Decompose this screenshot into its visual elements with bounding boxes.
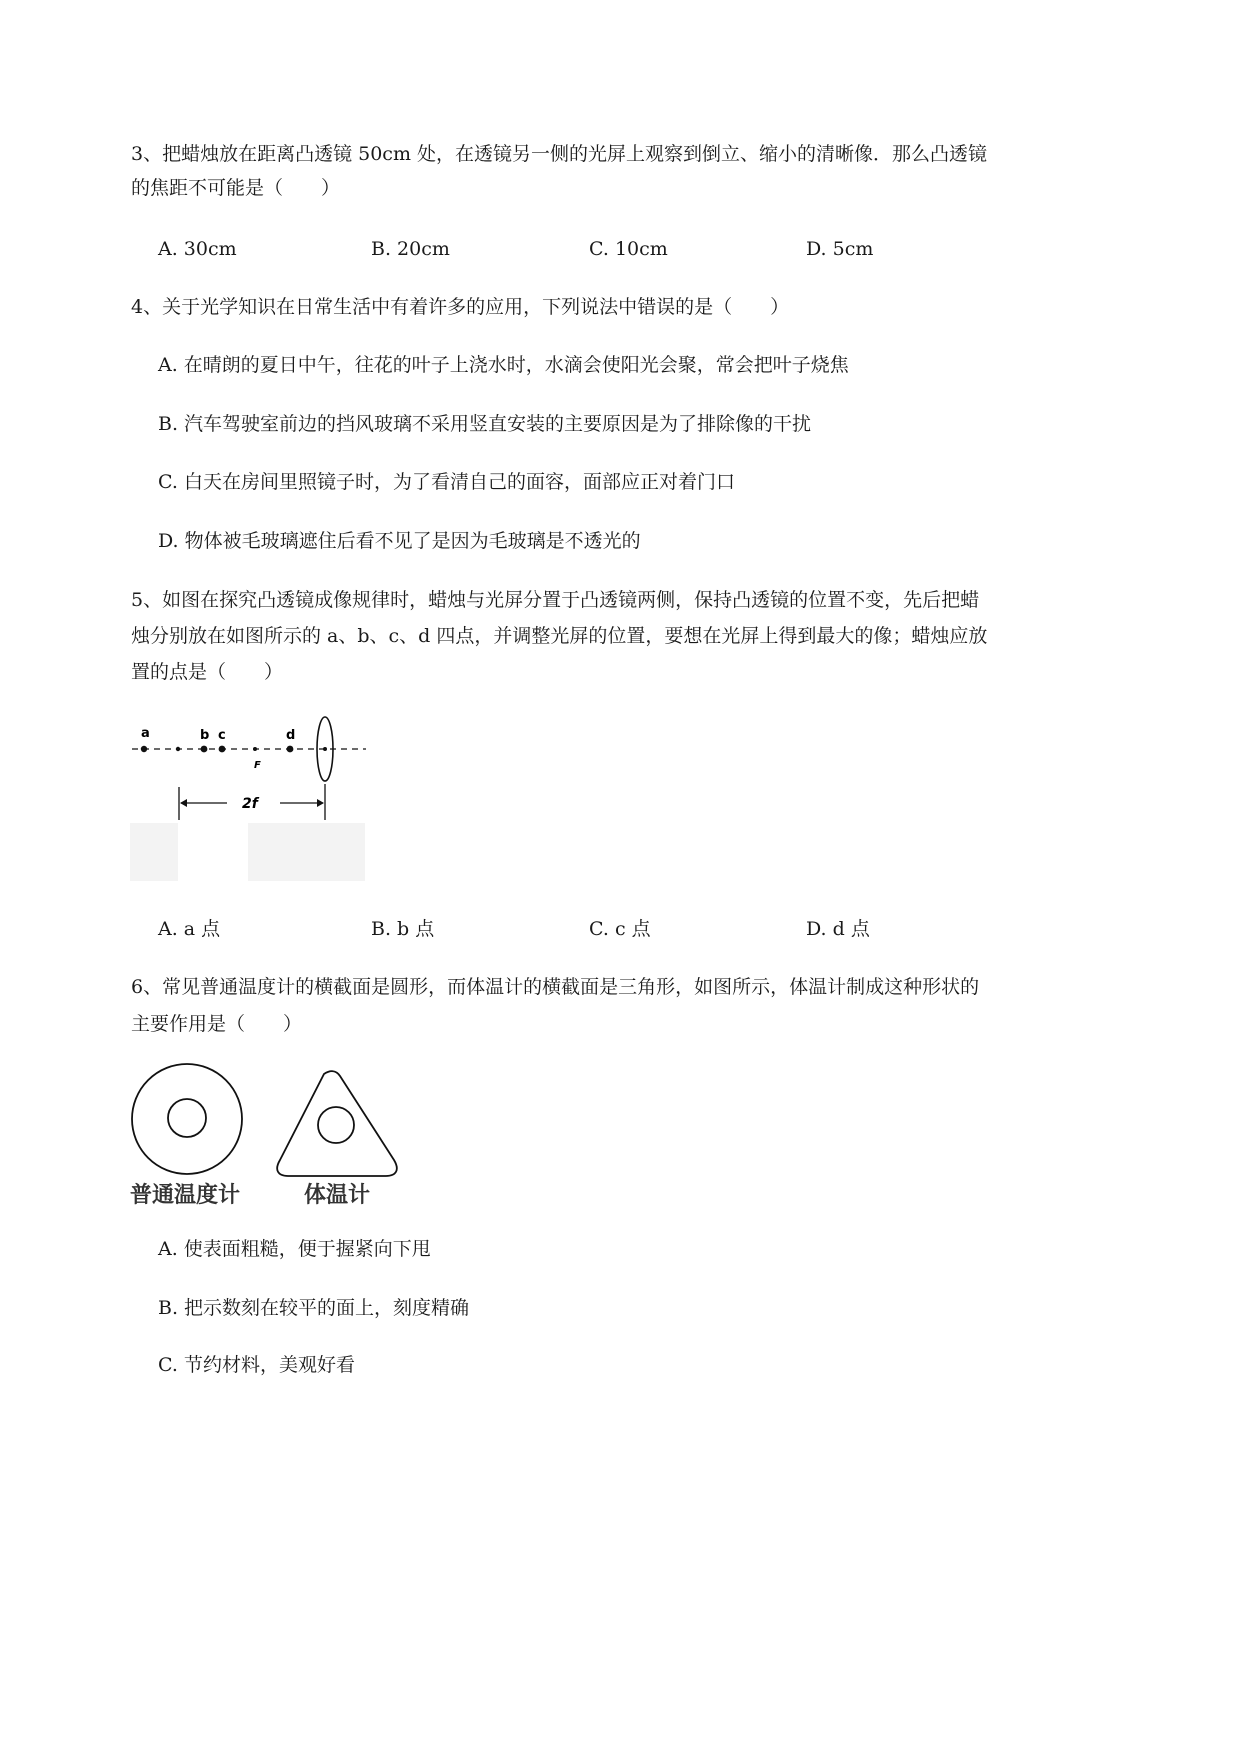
q5-stem-line1: 5、如图在探究凸透镜成像规律时，蜡烛与光屏分置于凸透镜两侧，保持凸透镜的位置不变，先后把蜡 xyxy=(131,589,980,611)
q5-stem-line3: 置的点是（ ） xyxy=(131,661,284,683)
ordinary-thermometer-outer xyxy=(132,1064,242,1174)
q3-option-a[interactable]: A. 30cm xyxy=(158,238,237,260)
clinical-thermometer-bore xyxy=(318,1107,354,1143)
q4-option-b[interactable]: B. 汽车驾驶室前边的挡风玻璃不采用竖直安装的主要原因是为了排除像的干扰 xyxy=(158,413,812,435)
q4-option-a[interactable]: A. 在晴朗的夏日中午，往花的叶子上浇水时，水滴会使阳光会聚，常会把叶子烧焦 xyxy=(158,354,849,376)
label-c: c xyxy=(218,728,226,743)
q4-option-d[interactable]: D. 物体被毛玻璃遮住后看不见了是因为毛玻璃是不透光的 xyxy=(158,530,641,552)
label-a: a xyxy=(141,726,150,741)
q6-option-c[interactable]: C. 节约材料，美观好看 xyxy=(158,1354,355,1376)
lens-diagram xyxy=(130,710,370,882)
q6-stem-line1: 6、常见普通温度计的横截面是圆形，而体温计的横截面是三角形，如图所示，体温计制成这种形状的 xyxy=(131,976,980,998)
point-d xyxy=(287,746,294,753)
label-2f: 2f xyxy=(242,796,258,812)
q3-option-c[interactable]: C. 10cm xyxy=(589,238,668,260)
q3-stem-line2: 的焦距不可能是（ ） xyxy=(131,177,341,199)
q6-stem-line2: 主要作用是（ ） xyxy=(131,1013,303,1035)
label-f: F xyxy=(254,760,261,771)
q4-stem: 4、关于光学知识在日常生活中有着许多的应用，下列说法中错误的是（ ） xyxy=(131,296,790,318)
ordinary-thermometer-label: 普通温度计 xyxy=(130,1183,241,1208)
point-c xyxy=(219,746,226,753)
clinical-thermometer-outer xyxy=(277,1071,397,1176)
q6-option-b[interactable]: B. 把示数刻在较平的面上，刻度精确 xyxy=(158,1297,470,1319)
q3-stem-line1: 3、把蜡烛放在距离凸透镜 50cm 处，在透镜另一侧的光屏上观察到倒立、缩小的清晰像．那么凸透镜 xyxy=(131,143,988,165)
q3-option-d[interactable]: D. 5cm xyxy=(806,238,874,260)
q5-option-a[interactable]: A. a 点 xyxy=(158,918,221,940)
label-b: b xyxy=(200,728,210,743)
q5-option-d[interactable]: D. d 点 xyxy=(806,918,870,940)
clinical-thermometer-label: 体温计 xyxy=(304,1183,371,1208)
q3-option-b[interactable]: B. 20cm xyxy=(371,238,450,260)
focus-point xyxy=(253,747,257,751)
label-d: d xyxy=(286,728,296,743)
q4-option-c[interactable]: C. 白天在房间里照镜子时，为了看清自己的面容，面部应正对着门口 xyxy=(158,471,735,493)
q6-option-a[interactable]: A. 使表面粗糙，便于握紧向下甩 xyxy=(158,1238,431,1260)
thermometer-cross-sections xyxy=(128,1060,408,1210)
point-b xyxy=(201,746,208,753)
q5-option-c[interactable]: C. c 点 xyxy=(589,918,651,940)
ordinary-thermometer-bore xyxy=(168,1099,206,1137)
point-a xyxy=(141,746,147,752)
q5-stem-line2: 烛分别放在如图所示的 a、b、c、d 四点，并调整光屏的位置，要想在光屏上得到最大的像；蜡烛应放 xyxy=(131,625,988,647)
q5-option-b[interactable]: B. b 点 xyxy=(371,918,435,940)
